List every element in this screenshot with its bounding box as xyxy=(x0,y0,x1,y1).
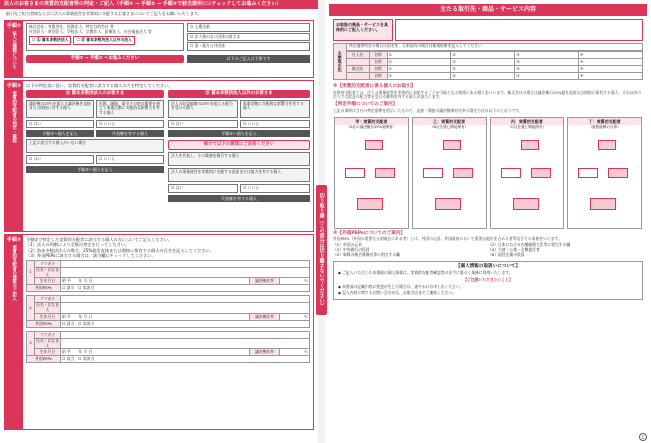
example-card xyxy=(412,117,487,229)
partner-input[interactable]: ① xyxy=(387,73,451,80)
flow-a2-yes[interactable]: ☐ はい xyxy=(26,155,94,164)
step1-tab: 手順① 法人の種類について xyxy=(5,21,23,77)
pep-label: 外国PEPs xyxy=(27,285,61,292)
ratio-input[interactable]: ％ xyxy=(280,349,310,356)
no-entry-banner: 以下のご記入は不要です xyxy=(187,55,310,63)
pep-checkboxes[interactable]: ☐ 該当 ☐ 非該当 xyxy=(61,356,310,363)
left-top-bar: 法人のお客さまの実質的支配者等の判定・ご記入（手順① → 手順② → 手順③で該当箇所に☑チェックしてお進みください） xyxy=(0,0,318,9)
step3-note2: （2）資本多数決法人の場合、25%超を直接または間接に保有する個人の氏名を記入してください。 xyxy=(26,247,214,253)
owner-entry xyxy=(26,260,310,292)
partner-kind: 仕入先 xyxy=(347,52,369,59)
pep-item: （1）外国の元首 xyxy=(333,242,362,248)
step3-body xyxy=(23,235,313,429)
go-step2-banner: 手順② → 手順③ へお進みください xyxy=(26,55,184,63)
diagram-node xyxy=(375,168,395,178)
trade-partner-label: 主要取引先 xyxy=(333,43,347,80)
flow-a-result: 手順③へ個人を記入 xyxy=(26,166,164,173)
partner-input[interactable]: ④ xyxy=(579,66,643,73)
left-intro: 取引先ご担当者様ならびに法人の事業経営を実質的に支配するお客さまについてご記入をお願いいたします。 xyxy=(6,11,202,16)
partner-rows xyxy=(347,51,643,80)
flow-c-q: 法人を代表し、その業務を執行する個人 xyxy=(168,152,310,166)
name-label: 氏名・おなまえ xyxy=(36,267,59,277)
card-sub: （A社の議決権を25%超保有） xyxy=(346,124,397,129)
partner-input[interactable]: ③ xyxy=(515,73,579,80)
diagram-node xyxy=(578,168,598,178)
diagram-node xyxy=(345,168,365,178)
partner-kind xyxy=(347,73,369,80)
sec1-title: ※【実質的支配者に係る個人のお取引】 xyxy=(333,84,416,89)
privacy-box xyxy=(333,261,643,300)
product-ask-label: お取扱の商品・サービスを具体的にご記入ください。 xyxy=(333,19,393,41)
pep-checkboxes[interactable]: ☐ 該当 ☐ 非該当 xyxy=(61,320,310,327)
sec1-text: 実質的支配者とは、法人の事業経営を実質的に支配することが可能となる関係にある個人をいいます。株式会社の場合は議決権の25%超を直接又は間接に保有する個人、それ以外の法人では収益の配当等を受ける権利を有する個人が該当します。 xyxy=(333,89,642,100)
flow-a-node: 手順③へ個人を記入 xyxy=(26,130,94,137)
step3-note3: （3）外国PEPsに該当する場合は、該当欄にチェックしてください。 xyxy=(26,252,156,258)
flow-a2-no[interactable]: ☐ いいえ xyxy=(96,155,164,164)
birth-input[interactable]: 昭 平 年 月 日 xyxy=(61,313,250,320)
exempt-list xyxy=(187,23,310,51)
partner-input[interactable]: ④ xyxy=(579,73,643,80)
step2-tab: 手順② 実質的支配者の判定・確認 xyxy=(5,81,23,231)
info-line: ◆ 本書面の記載内容に変更が生じた場合は、速やかにお申し出ください。 xyxy=(338,283,464,289)
example-card xyxy=(490,117,565,229)
card-sub: （C社を通じ間接保有） xyxy=(507,124,547,129)
flow-b-q1: 法人の収益総額の25％を超える配当を受ける個人 xyxy=(168,100,238,118)
ratio-input[interactable]: ％ xyxy=(280,313,310,320)
diagram-node xyxy=(357,198,383,210)
flow-a-rep: 代表権を有する個人 xyxy=(96,130,164,137)
name-input[interactable] xyxy=(61,268,310,278)
example-cards xyxy=(333,117,643,229)
owner-entry xyxy=(26,295,310,327)
pep-label: 外国PEPs xyxy=(27,356,61,363)
privacy-title: 【個人情報の取扱いについて】 xyxy=(455,264,521,270)
partner-input[interactable]: ② xyxy=(451,59,515,66)
step3-note1: （1）法人の判断により全数の判定を行ってください。 xyxy=(26,242,130,248)
flow-b xyxy=(168,90,310,201)
choice-b-checkbox[interactable]: ☐ Ⓑ 資本多数決法人以外の法人 xyxy=(73,36,134,45)
diagram-node xyxy=(435,198,461,210)
card-title: 丁：実質的支配者 xyxy=(568,118,641,125)
owner-row-number: 1 xyxy=(27,261,35,285)
furigana-input[interactable] xyxy=(61,261,310,268)
partner-row xyxy=(347,52,643,59)
flow-b-node: 手順③へ個人を記入 xyxy=(168,130,310,137)
owner-row-number: 2 xyxy=(27,296,35,320)
region-note: 所在地等所在の場合は国名を、日本国内の場合は都道府県を記入してください xyxy=(347,43,643,51)
partner-input[interactable]: ③ xyxy=(515,52,579,59)
step3-lead: 手順②で特定した実質的支配者に該当する個人の方についてご記入ください。 xyxy=(26,237,173,242)
sec2-title: 【判定手順についてのご案内】 xyxy=(333,102,398,108)
partner-input[interactable]: ② xyxy=(451,66,515,73)
partner-input[interactable]: ④ xyxy=(579,59,643,66)
info-line: ◆ ご記入いただいた本書面の個人情報は、実質的支配者確認等の法令に基づく業務に利用いたします。 xyxy=(338,270,513,276)
pep-item: （2）日本における内閣総理大臣等に相当する職 xyxy=(488,242,571,248)
privacy-lines xyxy=(338,270,638,297)
pep-label: 外国PEPs xyxy=(27,320,61,327)
choice-a-checkbox[interactable]: ☐ Ⓐ 資本多数決法人 xyxy=(29,36,71,45)
furigana-input[interactable] xyxy=(61,331,310,338)
partner-input[interactable]: ② xyxy=(451,52,515,59)
example-card xyxy=(567,117,642,229)
ratio-label: 議決権比率 xyxy=(250,278,280,285)
diagram-node xyxy=(423,168,443,178)
furigana-label: フリガナ xyxy=(35,261,61,268)
furigana-input[interactable] xyxy=(61,296,310,303)
flow-a-no[interactable]: ☐ いいえ xyxy=(96,120,164,129)
ratio-input[interactable]: ％ xyxy=(280,278,310,285)
sec3-text: 外国PEPs（外国の重要な公的地位にある者）とは、外国の元首、外国政府において重要な地位を占める者等及びその家族をいいます。 xyxy=(333,236,562,242)
flow-a-q3: 上記に該当する個人がいない場合 xyxy=(26,139,164,153)
pep-item: （4）大使・公使・全権委任者 xyxy=(488,246,540,252)
card-sub: （B社を通じ間接保有） xyxy=(429,124,469,129)
birth-label: 生年月日 xyxy=(35,349,61,356)
ratio-label: 議決権比率 xyxy=(250,349,280,356)
page-number: C xyxy=(639,433,647,441)
step3-section xyxy=(4,234,314,430)
flow-a-yes[interactable]: ☐ はい xyxy=(26,120,94,129)
flow-d-result: 代表権を有する個人 xyxy=(168,195,310,202)
owner-table xyxy=(26,260,310,363)
card-title: 乙：実質的支配者 xyxy=(413,118,486,125)
sec2-text: 上記の事例は当社の判定基準を図示したもので、直接・間接の議決権保有比率の算定方法は以下のとおりです。 xyxy=(333,107,523,113)
partner-row xyxy=(347,59,643,66)
listed-company-checkbox[interactable]: ☐ 上場企業 xyxy=(187,23,310,32)
government-checkbox[interactable]: ☐ 国・地方公共団体 xyxy=(187,42,310,51)
name-input[interactable] xyxy=(61,303,310,313)
sec3-title: ※【外国PEPsについてのご案内】 xyxy=(333,230,406,236)
pep-checkboxes[interactable]: ☐ 該当 ☐ 非該当 xyxy=(61,285,310,292)
pep-item: （3）中央銀行の役員 xyxy=(333,246,370,252)
partner-input[interactable]: ① xyxy=(387,66,451,73)
flow-a-title: Ⓐ 資本多数決法人のお客さま xyxy=(26,90,164,98)
card-title: 甲：実質的支配者 xyxy=(335,118,408,125)
flow-d-no[interactable]: ☐ いいえ xyxy=(240,184,310,193)
diagram-node xyxy=(453,168,473,178)
partner-kind xyxy=(347,59,369,66)
step2-body xyxy=(23,81,313,231)
step2-lead: 以下の判定表に従い、実質的支配者に該当する個人の方を特定してください。 xyxy=(26,83,173,88)
right-page xyxy=(325,0,651,443)
name-label: 氏名・おなまえ xyxy=(36,302,59,313)
birth-input[interactable]: 昭 平 年 月 日 xyxy=(61,349,250,356)
unincorporated-checkbox[interactable]: ☐ 法人格のない団体の皆さま xyxy=(187,33,310,42)
partner-name-label: 名称 xyxy=(369,59,387,66)
owner-row-number: 3 xyxy=(27,331,35,355)
partner-input[interactable]: ② xyxy=(451,73,515,80)
info-line: ◆ 記入内容に関するお問い合わせは、お取引店までご連絡ください。 xyxy=(338,290,457,296)
card-sub: （複数経路の合算） xyxy=(588,124,621,129)
flow-d-q: 法人の事業経営を実質的に支配する意思または能力を有する個人 xyxy=(168,168,310,182)
owner-entry xyxy=(26,331,310,363)
diagram-node xyxy=(513,198,539,210)
birth-label: 生年月日 xyxy=(35,278,61,285)
diagram-node xyxy=(598,140,616,150)
partner-name-label: 名称 xyxy=(369,73,387,80)
partner-input[interactable]: ④ xyxy=(579,52,643,59)
product-input[interactable] xyxy=(395,19,643,41)
diagram-node xyxy=(501,168,521,178)
diagram-node xyxy=(608,168,628,178)
card-title: 丙：実質的支配者 xyxy=(491,118,564,125)
diagram-node xyxy=(521,140,539,150)
example-card xyxy=(334,117,409,229)
partner-input[interactable]: ③ xyxy=(515,59,579,66)
right-top-bar: 主たる取引先・商品・サービス内容 xyxy=(329,4,647,16)
partner-input[interactable]: ③ xyxy=(515,66,579,73)
furigana-label: フリガナ xyxy=(35,296,61,303)
legal-entity-types-box: 株式会社、有限会社、投資法人、特定目的会社 等 社団法人・財団法人、学校法人、宗教法人、医療法人、社会福祉法人 等 ☐ Ⓐ 資本多数決法人 ☐ Ⓑ 資本多数決法人以外の法人 xyxy=(26,23,184,51)
partner-row xyxy=(347,73,643,80)
flow-a xyxy=(26,90,164,201)
ratio-label: 議決権比率 xyxy=(250,313,280,320)
partner-input[interactable]: ① xyxy=(387,59,451,66)
pep-list xyxy=(325,242,651,258)
pep-item: （6）国営企業の役員 xyxy=(488,251,525,257)
pep-item: （5）軍隊の統合幕僚長等に相当する職 xyxy=(333,251,400,257)
flow-a-q1: 議決権の25％を超える議決権を直接または間接に有する個人 xyxy=(26,100,94,118)
flow-b-no[interactable]: ☐ いいえ xyxy=(240,120,310,129)
info-line: 【ご注意いただきたいこと】 xyxy=(463,276,513,282)
step1-section xyxy=(4,20,314,78)
mid-bar: 続けて以下の質問にご回答ください xyxy=(168,140,310,150)
partner-input[interactable]: ① xyxy=(387,52,451,59)
flow-d-yes[interactable]: ☐ はい xyxy=(168,184,238,193)
flow-b-q2: 事業活動に支配的な影響力を有する個人 xyxy=(240,100,310,118)
flow-a-q2: 出資、融資、取引その他の関係を通じて事業活動に支配的な影響力を有する個人 xyxy=(96,100,164,118)
diagram-node xyxy=(590,198,616,210)
diagram-node xyxy=(365,140,383,150)
cut-line-tab: 切り取り線（この部分は切り離さないでください） xyxy=(316,185,327,315)
step3-tab: 手順③ 実質的支配者の情報のご記入 xyxy=(5,235,23,429)
left-page xyxy=(0,0,318,443)
partner-row xyxy=(347,66,643,73)
flow-b-yes[interactable]: ☐ はい xyxy=(168,120,238,129)
name-input[interactable] xyxy=(61,338,310,348)
partner-name-label: 名称 xyxy=(369,52,387,59)
name-label: 氏名・おなまえ xyxy=(36,337,59,348)
flow-b-title: Ⓑ 資本多数決法人以外のお客さま xyxy=(168,90,310,98)
diagram-node xyxy=(443,140,461,150)
partner-kind: 販売先 xyxy=(347,66,369,73)
birth-label: 生年月日 xyxy=(35,313,61,320)
diagram-node xyxy=(531,168,551,178)
trade-partner-table xyxy=(333,43,643,80)
partner-name-label: 名称 xyxy=(369,66,387,73)
step2-section xyxy=(4,80,314,232)
birth-input[interactable]: 昭 平 年 月 日 xyxy=(61,278,250,285)
furigana-label: フリガナ xyxy=(35,331,61,338)
step1-body xyxy=(23,21,313,77)
